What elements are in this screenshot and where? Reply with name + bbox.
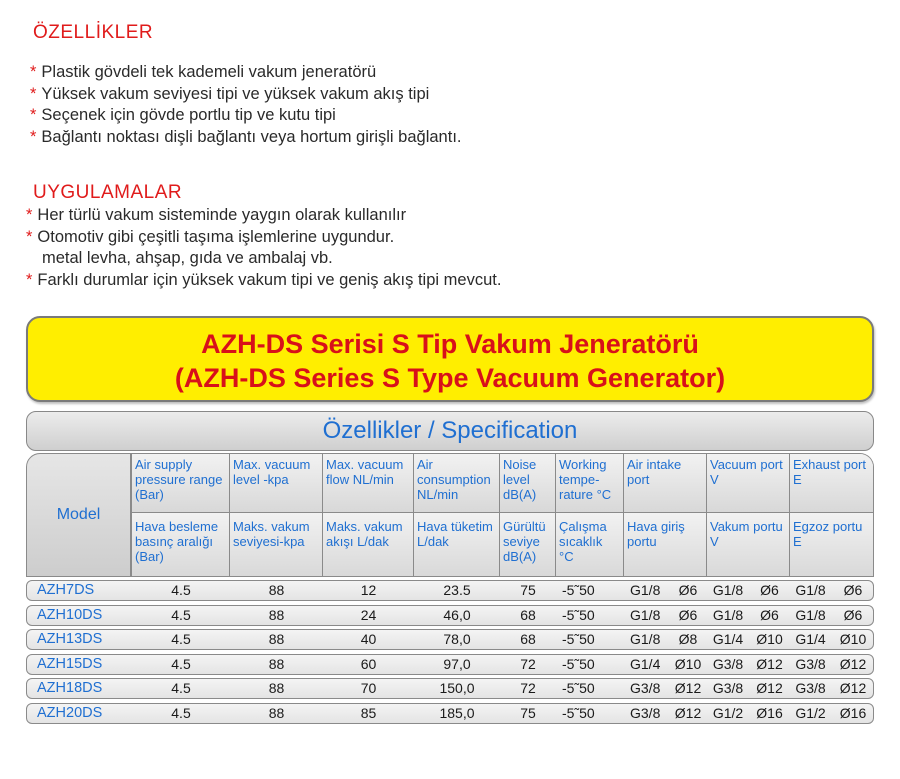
- bullet-star: *: [26, 206, 33, 224]
- header-tr: Maks. vakum akışı L/dak: [322, 512, 413, 577]
- cell-temp: -5˜50: [562, 704, 595, 721]
- cell-vport: G3/8: [712, 680, 744, 697]
- header-tr: Maks. vakum seviyesi-kpa: [229, 512, 322, 577]
- cell-pressure: 4.5: [171, 631, 191, 648]
- cell-exhaust-d: Ø16: [839, 704, 867, 721]
- cell-vport-d: Ø6: [760, 582, 779, 598]
- cell-intake-d: Ø6: [678, 582, 698, 598]
- cell-pressure: 4.5: [171, 680, 191, 697]
- application-item: * Her türlü vakum sisteminde yaygın olarak kullanılır: [26, 206, 407, 224]
- feature-item: * Bağlantı noktası dişli bağlantı veya hortum girişli bağlantı.: [30, 127, 462, 146]
- cell-flow: 24: [360, 606, 377, 623]
- header-en: Air consumption NL/min: [413, 454, 499, 512]
- cell-vport: G1/4: [712, 631, 744, 648]
- cell-exhaust-d: Ø10: [839, 631, 867, 648]
- header-en: Working tempe-rature °C: [555, 454, 623, 512]
- feature-item: * Yüksek vakum seviyesi tipi ve yüksek vakum akış tipi: [30, 84, 430, 103]
- header-tr: Hava tüketim L/dak: [413, 512, 499, 577]
- cell-model: AZH18DS: [37, 680, 103, 697]
- cell-flow: 85: [360, 704, 377, 721]
- cell-intake: G3/8: [630, 680, 661, 697]
- cell-noise: 68: [520, 606, 536, 623]
- cell-flow: 60: [360, 655, 377, 672]
- cell-noise: 75: [520, 704, 536, 721]
- cell-model: AZH13DS: [37, 631, 103, 648]
- header-en: Exhaust port E: [789, 454, 874, 512]
- header-en: Air intake port: [623, 454, 706, 512]
- applications-title: UYGULAMALAR: [33, 182, 183, 203]
- header-tr: Egzoz portu E: [789, 512, 874, 577]
- cell-noise: 72: [520, 655, 536, 672]
- cell-model: AZH10DS: [37, 606, 103, 623]
- cell-intake-d: Ø10: [674, 655, 702, 672]
- cell-pressure: 4.5: [171, 606, 191, 623]
- cell-intake: G3/8: [630, 704, 661, 721]
- cell-intake-d: Ø8: [678, 631, 698, 648]
- cell-exhaust: G1/8: [795, 606, 826, 623]
- cell-temp: -5˜50: [562, 655, 595, 672]
- specification-title: Özellikler / Specification: [26, 411, 874, 451]
- cell-vport-d: Ø12: [756, 680, 783, 697]
- cell-temp: -5˜50: [562, 631, 595, 648]
- header-en: Noise level dB(A): [499, 454, 555, 512]
- cell-vport-d: Ø16: [756, 704, 783, 721]
- model-header: Model: [26, 453, 131, 577]
- header-tr: Vakum portu V: [706, 512, 789, 577]
- table-body: [26, 580, 874, 728]
- cell-intake-d: Ø6: [678, 606, 698, 623]
- specification-table: [26, 453, 874, 733]
- header-en: Vacuum port V: [706, 454, 789, 512]
- cell-intake-d: Ø12: [674, 704, 702, 721]
- cell-vport: G1/8: [712, 582, 744, 598]
- cell-exhaust: G3/8: [795, 655, 826, 672]
- cell-consumption: 185,0: [439, 704, 475, 721]
- cell-flow: 40: [360, 631, 377, 648]
- cell-exhaust-d: Ø6: [843, 582, 863, 598]
- cell-intake: G1/8: [630, 606, 661, 623]
- cell-noise: 75: [520, 582, 536, 598]
- table-row: [26, 580, 874, 601]
- bullet-star: *: [30, 106, 37, 124]
- cell-consumption: 23.5: [443, 582, 471, 598]
- cell-consumption: 150,0: [439, 680, 475, 697]
- bullet-star: *: [30, 127, 37, 146]
- cell-temp: -5˜50: [562, 606, 595, 623]
- product-banner: [26, 316, 874, 402]
- applications-list: [26, 205, 501, 291]
- banner-title-tr: AZH-DS Serisi S Tip Vakum Jeneratörü: [201, 329, 699, 359]
- cell-vacuum: 88: [268, 606, 285, 623]
- cell-pressure: 4.5: [171, 655, 191, 672]
- cell-intake: G1/8: [630, 631, 661, 648]
- feature-item: * Seçenek için gövde portlu tip ve kutu tipi: [30, 106, 336, 124]
- application-item: * Otomotiv gibi çeşitli taşıma işlemlerine uygundur.: [26, 227, 395, 246]
- cell-flow: 70: [360, 680, 377, 697]
- cell-consumption: 97,0: [443, 655, 471, 672]
- table-row: [26, 678, 874, 699]
- cell-vport: G1/8: [712, 606, 744, 623]
- cell-vacuum: 88: [268, 631, 285, 648]
- cell-exhaust-d: Ø12: [839, 655, 867, 672]
- cell-vport-d: Ø12: [756, 655, 783, 672]
- cell-pressure: 4.5: [171, 582, 191, 598]
- cell-noise: 68: [520, 631, 536, 648]
- table-header: [131, 453, 874, 577]
- cell-consumption: 46,0: [443, 606, 471, 623]
- cell-vport-d: Ø6: [760, 606, 779, 623]
- cell-vacuum: 88: [268, 704, 285, 721]
- cell-model: AZH15DS: [37, 655, 103, 672]
- table-row: [26, 703, 874, 724]
- cell-exhaust-d: Ø6: [843, 606, 863, 623]
- features-title: ÖZELLİKLER: [33, 22, 154, 43]
- table-row: [26, 654, 874, 675]
- banner-title-en: (AZH-DS Series S Type Vacuum Generator): [174, 363, 726, 393]
- features-list: [30, 62, 462, 148]
- cell-model: AZH7DS: [37, 582, 95, 598]
- header-tr: Çalışma sıcaklık °C: [555, 512, 623, 577]
- cell-vacuum: 88: [268, 582, 285, 598]
- cell-consumption: 78,0: [443, 631, 471, 648]
- cell-vport: G1/2: [712, 704, 744, 721]
- bullet-star: *: [30, 84, 37, 103]
- cell-exhaust: G1/2: [795, 704, 826, 721]
- cell-intake: G1/4: [630, 655, 661, 672]
- cell-exhaust: G3/8: [795, 680, 826, 697]
- cell-vacuum: 88: [268, 680, 285, 697]
- feature-item: * Plastik gövdeli tek kademeli vakum jeneratörü: [30, 63, 377, 81]
- cell-temp: -5˜50: [562, 680, 595, 697]
- cell-noise: 72: [520, 680, 536, 697]
- cell-exhaust: G1/8: [795, 582, 826, 598]
- cell-flow: 12: [360, 582, 377, 598]
- header-en: Max. vacuum flow NL/min: [322, 454, 413, 512]
- cell-vacuum: 88: [268, 655, 285, 672]
- cell-exhaust: G1/4: [795, 631, 826, 648]
- header-en: Max. vacuum level -kpa: [229, 454, 322, 512]
- cell-model: AZH20DS: [37, 704, 103, 721]
- cell-pressure: 4.5: [171, 704, 191, 721]
- bullet-star: *: [26, 227, 33, 246]
- header-tr: Hava giriş portu: [623, 512, 706, 577]
- header-tr: Gürültü seviye dB(A): [499, 512, 555, 577]
- header-en: Air supply pressure range (Bar): [131, 454, 229, 512]
- bullet-star: *: [30, 63, 37, 81]
- table-row: [26, 629, 874, 650]
- header-tr: Hava besleme basınç aralığı (Bar): [131, 512, 229, 577]
- cell-vport: G3/8: [712, 655, 744, 672]
- cell-temp: -5˜50: [562, 582, 595, 598]
- application-item: * Farklı durumlar için yüksek vakum tipi ve geniş akış tipi mevcut.: [26, 270, 502, 289]
- cell-vport-d: Ø10: [756, 631, 783, 648]
- bullet-star: *: [26, 270, 33, 289]
- cell-exhaust-d: Ø12: [839, 680, 867, 697]
- cell-intake: G1/8: [630, 582, 661, 598]
- cell-intake-d: Ø12: [674, 680, 702, 697]
- application-item-continued: metal levha, ahşap, gıda ve ambalaj vb.: [42, 249, 333, 267]
- table-row: [26, 605, 874, 626]
